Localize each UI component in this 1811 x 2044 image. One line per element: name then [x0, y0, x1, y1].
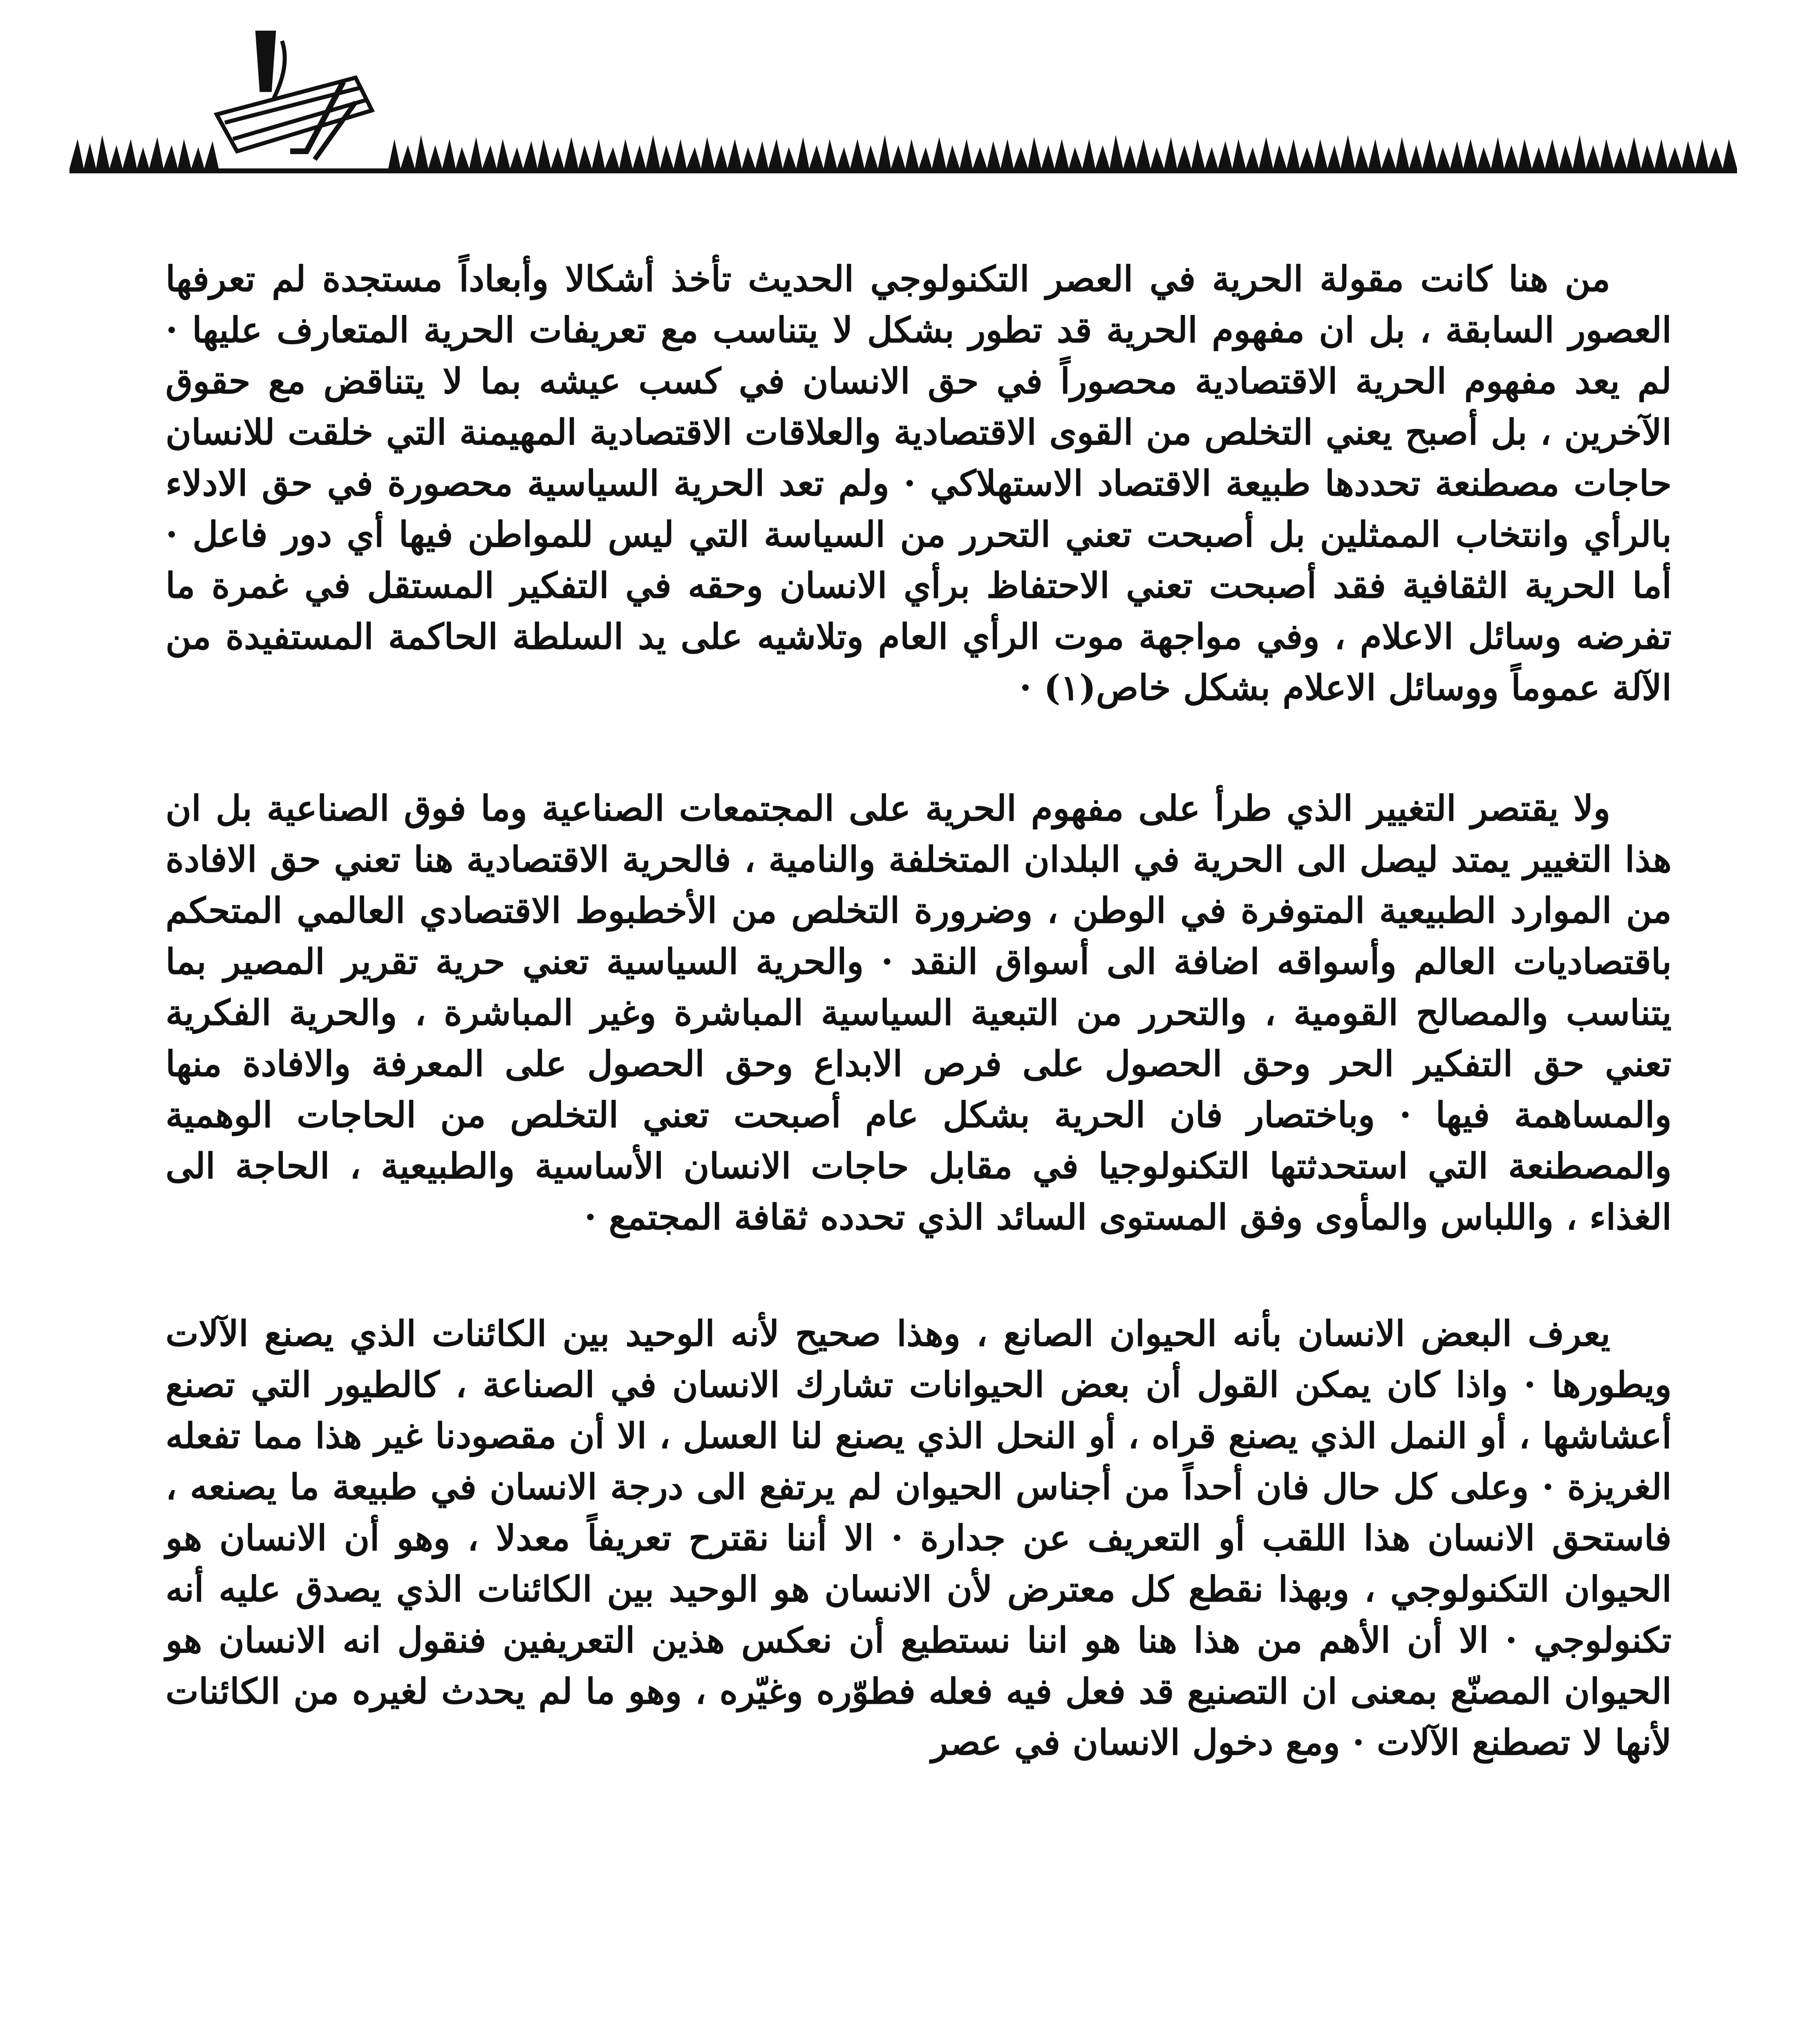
article-body: [166, 253, 1672, 1833]
pen-and-inkwell-icon: [217, 33, 372, 159]
header-ornament: [61, 16, 1745, 188]
paragraph-2: ولا يقتصر التغيير الذي طرأ على مفهوم الحرية على المجتمعات الصناعية وما فوق الصناعية بل ان هذا التغيير يمتد ليصل الى الحرية في البلدان المتخلفة والنامية ، فالحرية الاقتصادية هنا تعني حق الافادة من الموارد الطبيعية المتوفرة في الوطن ، وضرورة التخلص من الأخطبوط الاقتصادي العالمي المتحكم باقتصاديات العالم وأسواقه اضافة الى أسواق النقد · والحرية السياسية تعني حرية تقرير المصير بما يتناسب والمصالح القومية ، والتحرر من التبعية السياسية المباشرة وغير المباشرة ، والحرية الفكرية تعني حق التفكير الحر وحق الحصول على فرص الابداع وحق الحصول على المعرفة والافادة منها والمساهمة فيها · وباختصار فان الحرية بشكل عام أصبحت تعني التخلص من الحاجات الوهمية والمصطنعة التي استحدثتها التكنولوجيا في مقابل حاجات الانسان الأساسية والطبيعية ، الحاجة الى الغذاء ، واللباس والمأوى وفق المستوى السائد الذي تحدده ثقافة المجتمع ·: [166, 788, 1672, 1238]
paragraph-1: من هنا كانت مقولة الحرية في العصر التكنولوجي الحديث تأخذ أشكالا وأبعاداً مستجدة لم تعرفها العصور السابقة ، بل ان مفهوم الحرية قد تطور بشكل لا يتناسب مع تعريفات الحرية المتعارف عليها · لم يعد مفهوم الحرية الاقتصادية محصوراً في حق الانسان في كسب عيشه بما لا يتناقض مع حقوق الآخرين ، بل أصبح يعني التخلص من القوى الاقتصادية والعلاقات الاقتصادية المهيمنة التي خلقت للانسان حاجات مصطنعة تحددها طبيعة الاقتصاد الاستهلاكي · ولم تعد الحرية السياسية محصورة في حق الادلاء بالرأي وانتخاب الممثلين بل أصبحت تعني التحرر من السياسة التي ليس للمواطن فيها أي دور فاعل · أما الحرية الثقافية فقد أصبحت تعني الاحتفاظ برأي الانسان وحقه في التفكير المستقل في غمرة ما تفرضه وسائل الاعلام ، وفي مواجهة موت الرأي العام وتلاشيه على يد السلطة الحاكمة المستفيدة من الآلة عموماً ووسائل الاعلام بشكل خاص(١) ·: [166, 258, 1672, 708]
paragraph-3: يعرف البعض الانسان بأنه الحيوان الصانع ، وهذا صحيح لأنه الوحيد بين الكائنات الذي يصنع الآلات ويطورها · واذا كان يمكن القول أن بعض الحيوانات تشارك الانسان في الصناعة ، كالطيور التي تصنع أعشاشها ، أو النمل الذي يصنع قراه ، أو النحل الذي يصنع لنا العسل ، الا أن مقصودنا غير هذا مما تفعله الغريزة · وعلى كل حال فان أحداً من أجناس الحيوان لم يرتفع الى درجة الانسان في طبيعة ما يصنعه ، فاستحق الانسان هذا اللقب أو التعريف عن جدارة · الا أننا نقترح تعريفاً معدلا ، وهو أن الانسان هو الحيوان التكنولوجي ، وبهذا نقطع كل معترض لأن الانسان هو الوحيد بين الكائنات الذي يصدق عليه أنه تكنولوجي · الا أن الأهم من هذا هنا هو اننا نستطيع أن نعكس هذين التعريفين فنقول انه الانسان هو الحيوان المصنّع بمعنى ان التصنيع قد فعل فيه فعله فطوّره وغيّره ، وهو ما لم يحدث لغيره من الكائنات لأنها لا تصطنع الآلات · ومع دخول الانسان في عصر: [166, 1313, 1672, 1763]
